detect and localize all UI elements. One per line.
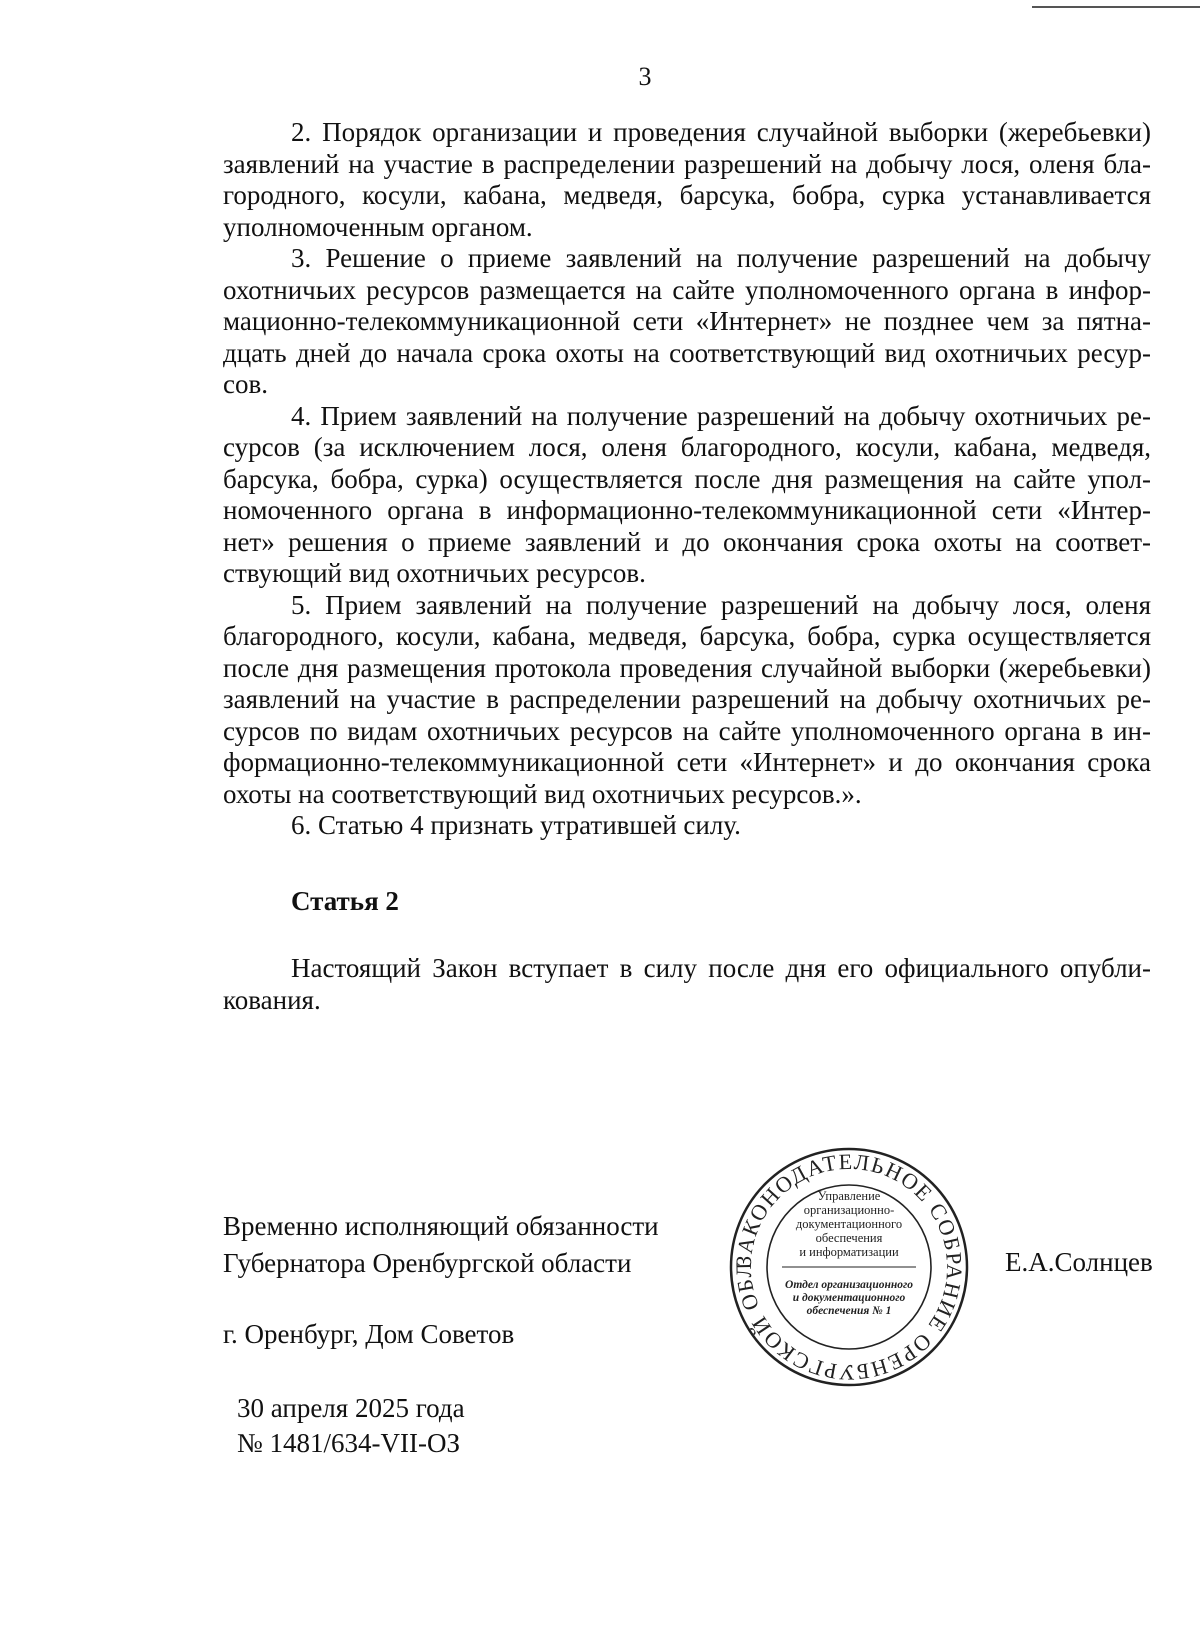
seal-ring-text: ЗАКОНОДАТЕЛЬНОЕ СОБРАНИЕ ОРЕНБУРГСКОЙ ОБЛ — [730, 1148, 968, 1386]
document-body — [223, 117, 1151, 1016]
article-2-heading: Статья 2 — [291, 885, 399, 916]
signatory-name: Е.А.Солнцев — [1005, 1247, 1153, 1277]
seal-inner-line: Управление — [817, 1189, 881, 1203]
paragraph-2: 2. Порядок организации и проведения случайной выборки (жеребьевки) заявлений на участие в распределении разрешений на добычу лося, оленя благородного, косули, кабана, медведя, барсука, бобра, сурка устанавливается уполномоченным органом. — [223, 117, 1151, 242]
page-number: 3 — [638, 62, 652, 91]
paragraph-6: 6. Статью 4 признать утратившей силу. — [291, 810, 741, 840]
signatory-title-line-2: Губернатора Оренбургской области — [223, 1248, 632, 1278]
seal-inner-line: и информатизации — [799, 1245, 899, 1259]
signatory-title-line-1: Временно исполняющий обязанности — [223, 1211, 659, 1241]
seal-inner-line: обеспечения — [815, 1231, 883, 1245]
paragraph-4: 4. Прием заявлений на получение разрешений на добычу охотничьих ресурсов (за исключением лося, оленя благородного, косули, кабана, медведя, барсука, бобра, сурка) осуществляется после дня размещения на сайте уполномоченного органа в информационно-телекоммуникационной сети «Интернет» решения о приеме заявлений и до окончания срока охоты на соответствующий вид охотничьих ресурсов. — [223, 400, 1151, 588]
signatory-title — [223, 1208, 659, 1282]
seal-inner-text — [796, 1189, 902, 1259]
signing-place: г. Оренбург, Дом Советов — [223, 1319, 515, 1349]
law-number: № 1481/634-VII-ОЗ — [237, 1428, 461, 1458]
seal-graphic — [724, 1142, 974, 1392]
seal-bottom-line: и документационного — [792, 1292, 906, 1304]
seal-inner-line: организационно- — [803, 1203, 895, 1217]
seal-bottom-line: обеспечения № 1 — [806, 1305, 892, 1317]
seal-bottom-text — [785, 1279, 913, 1317]
official-seal-stamp — [724, 1142, 974, 1392]
date-and-number — [237, 1391, 465, 1461]
law-date: 30 апреля 2025 года — [237, 1393, 465, 1423]
top-edge-line — [1032, 6, 1200, 8]
seal-bottom-line: Отдел организационного — [785, 1279, 913, 1291]
article-2-text: Настоящий Закон вступает в силу после дня его официального опубликования. — [223, 953, 1151, 1015]
paragraph-5: 5. Прием заявлений на получение разрешений на добычу лося, оленя благородного, косули, кабана, медведя, барсука, бобра, сурка осуществляется после дня размещения протокола проведения случайной выборки (жеребьевки) заявлений на участие в распределении разрешений на добычу охотничьих ресурсов по видам охотничьих ресурсов на сайте уполномоченного органа в информационно-телекоммуникационной сети «Интернет» и до окончания срока охоты на соответствующий вид охотничьих ресурсов.». — [223, 589, 1151, 809]
seal-inner-line: документационного — [795, 1217, 903, 1231]
paragraph-3: 3. Решение о приеме заявлений на получение разрешений на добычу охотничьих ресурсов размещается на сайте уполномоченного органа в информационно-телекоммуникационной сети «Интернет» не позднее чем за пятнадцать дней до начала срока охоты на соответствующий вид охотничьих ресурсов. — [223, 243, 1151, 399]
